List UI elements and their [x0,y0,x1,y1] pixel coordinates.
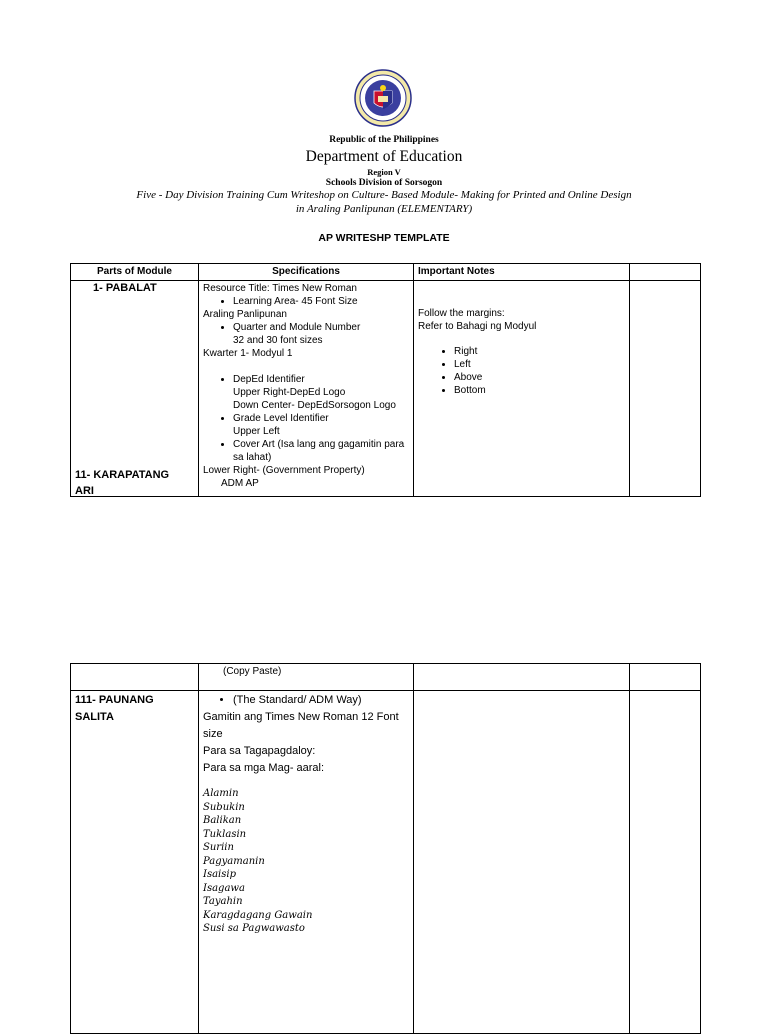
spec-gamitin: Gamitin ang Times New Roman 12 Font size [203,711,399,740]
spec-quarter: • Quarter and Module Number [233,321,409,334]
header-important-notes: Important Notes [414,264,630,281]
copy-paste-text: (Copy Paste) [223,666,282,677]
deped-seal-logo [354,69,412,127]
list-item: Subukin [203,801,245,813]
part-pabalat: 1- PABALAT [93,282,157,294]
header-specifications: Specifications [199,264,414,281]
region-line: Region V [367,167,401,177]
empty-cell [414,664,630,691]
section-list [203,787,409,936]
spec-upper-right: Upper Right-DepEd Logo [233,387,346,398]
parts-cell [71,281,199,497]
spec-cover-art: • Cover Art (Isa lang ang gagamitin para sa lahat) [233,438,409,464]
list-item: Balikan [203,815,242,826]
list-item: Tuklasin [203,828,247,840]
copy-paste-cell [199,664,414,691]
note-bullet-left: • Left [454,358,625,371]
list-item: Tayahin [203,896,243,907]
empty-cell [630,664,701,691]
spec-upper-left: Upper Left [233,426,280,437]
department-title: Department of Education [305,148,463,165]
division-line: Schools Division of Sorsogon [325,178,443,188]
module-parts-table [70,263,701,497]
note-bullet-right: • Right [454,345,625,358]
spec-grade-level: • Grade Level Identifier [233,412,409,425]
spec-adm: ADM AP [221,478,259,489]
spec-lower-right: Lower Right- (Government Property) [203,465,365,476]
training-title-line1: Five - Day Division Training Cum Writeshop on Culture- Based Module- Making for Printed and Online Design [136,189,632,201]
template-title: AP WRITESHP TEMPLATE [318,232,450,244]
spec-tagapagdaloy: Para sa Tagapagdaloy: [203,745,316,757]
list-item: Alamin [203,788,239,799]
notes-cell [414,281,630,497]
module-parts-table-continued [70,663,701,1034]
spec-araling: Araling Panlipunan [203,309,287,320]
note-follow-margins: Follow the margins: [418,308,505,319]
extra-cell [630,281,701,497]
table-header-row [71,264,701,281]
list-item: Pagyamanin [203,855,265,867]
training-title-line2: in Araling Panlipunan (ELEMENTARY) [295,203,473,215]
republic-line: Republic of the Philippines [329,135,439,145]
table-row [71,281,701,497]
list-item: Susi sa Pagwawasto [203,923,305,934]
list-item: Karagdagang Gawain [203,909,313,921]
spec-deped-identifier: • DepEd Identifier [233,373,409,386]
spec-standard: • (The Standard/ ADM Way) [233,692,409,709]
empty-cell [71,664,199,691]
note-bullet-bottom: • Bottom [454,384,625,397]
specifications-cell [199,281,414,497]
note-refer: Refer to Bahagi ng Modyul [418,321,537,332]
spec-font-sizes: 32 and 30 font sizes [233,335,323,346]
part-paunang-salita: 111- PAUNANG SALITA [71,691,199,1034]
table-row [71,664,701,691]
table-row [71,691,701,1034]
empty-cell [414,691,630,1034]
header-extra [630,264,701,281]
list-item: Isagawa [203,882,245,894]
spec-down-center: Down Center- DepEdSorsogon Logo [233,400,396,411]
list-item: Suriin [203,842,234,853]
header-parts-of-module: Parts of Module [71,264,199,281]
paunang-specs-cell [199,691,414,1034]
note-bullet-above: • Above [454,371,625,384]
list-item: Isaisip [203,869,236,880]
spec-resource-title: Resource Title: Times New Roman [203,283,357,294]
spec-learning-area: • Learning Area- 45 Font Size [233,295,409,308]
spec-kwarter: Kwarter 1- Modyul 1 [203,348,293,359]
empty-cell [630,691,701,1034]
spec-mag-aaral: Para sa mga Mag- aaral: [203,762,325,774]
part-karapatang-ari: 11- KARAPATANG ARI [75,469,170,497]
